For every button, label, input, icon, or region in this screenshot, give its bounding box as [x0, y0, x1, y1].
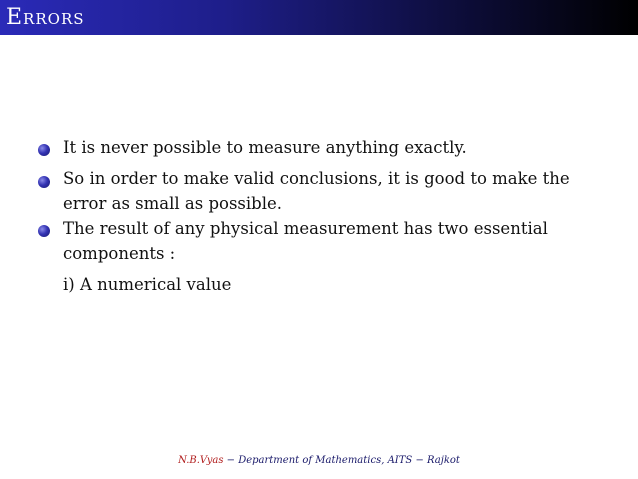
bullet-text-continued: error as small as possible. — [63, 194, 283, 213]
sub-item-text: i) A numerical value — [63, 275, 232, 294]
bullet-text: It is never possible to measure anything exactly. — [63, 138, 467, 157]
footer-affiliation: − Department of Mathematics, AITS − Rajkot — [223, 455, 460, 466]
slide-footer — [0, 454, 638, 468]
bullet-icon — [38, 225, 50, 237]
bullet-text: So in order to make valid conclusions, it is good to make the — [63, 169, 570, 188]
bullet-icon — [38, 144, 50, 156]
bullet-icon — [38, 176, 50, 188]
bullet-text: The result of any physical measurement has two essential — [63, 219, 548, 238]
bullet-text-continued: components : — [63, 244, 176, 263]
footer-author: N.B.Vyas — [178, 455, 224, 466]
slide-title: Errors — [6, 5, 85, 30]
